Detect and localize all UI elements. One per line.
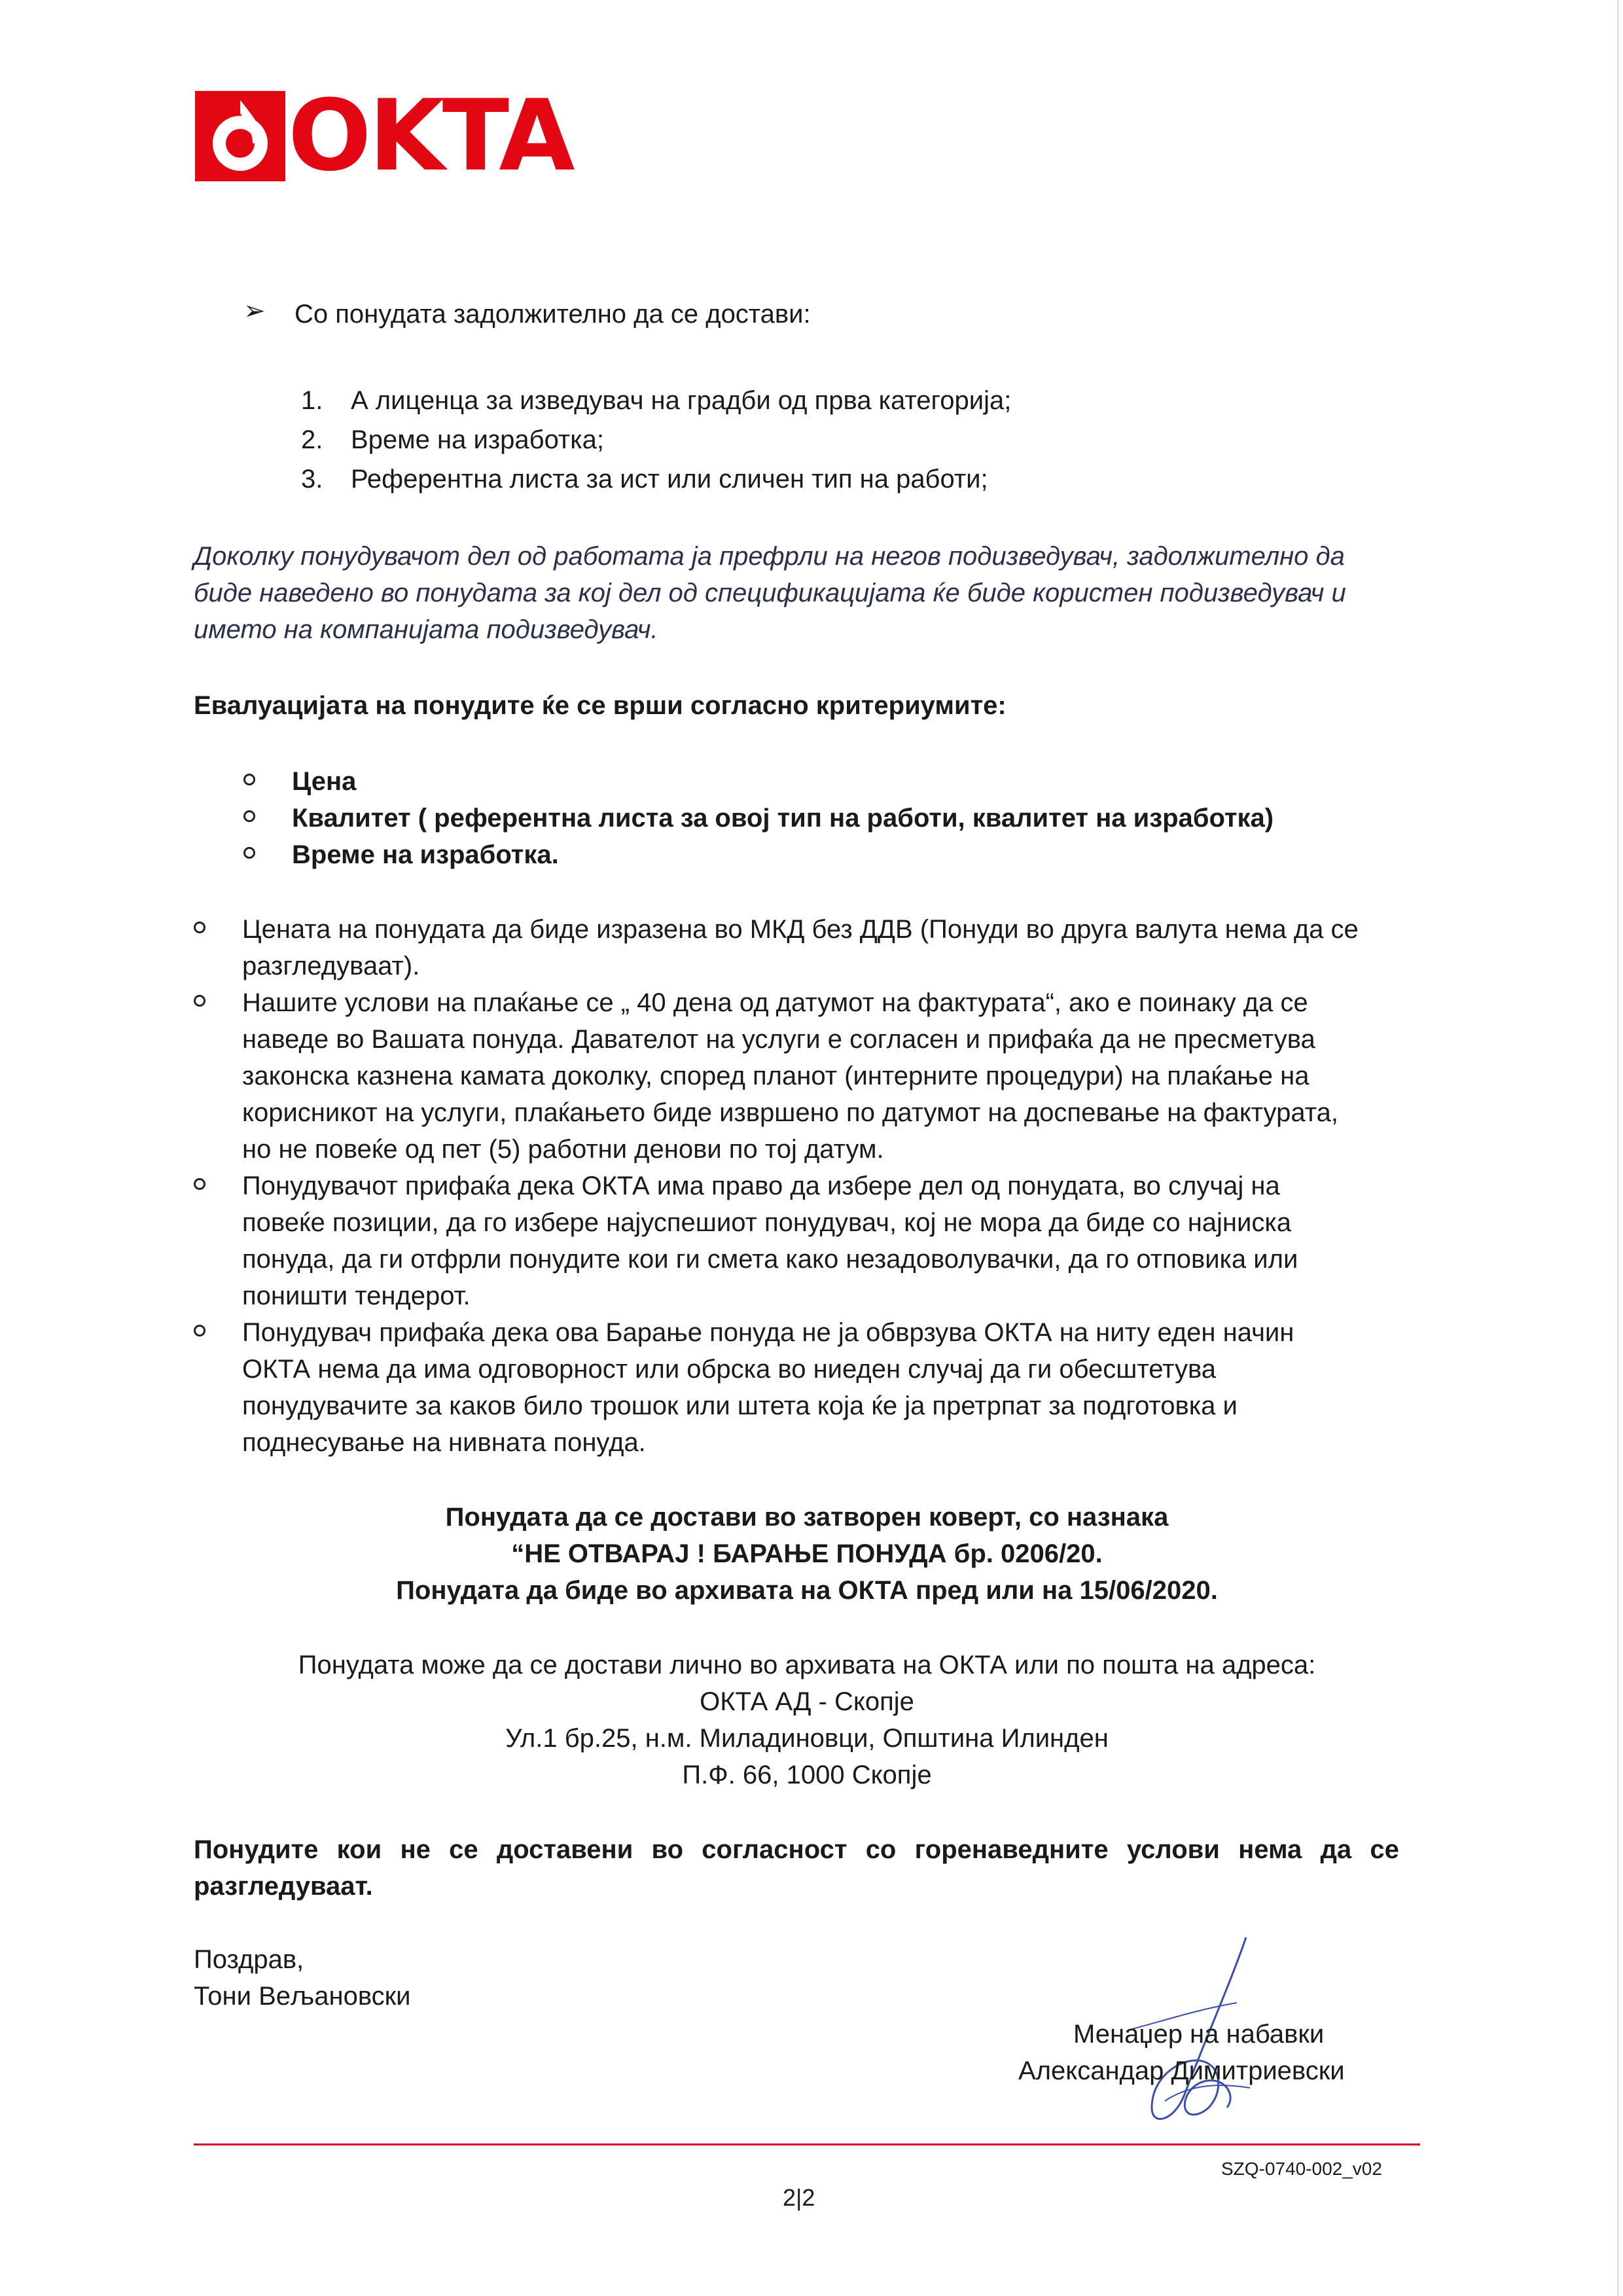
okta-logo-text: OKTA [288, 79, 573, 193]
delivery-instruction-line: Понудата да се достави во затворен коверт, со назнака [445, 1503, 1169, 1532]
condition-line: наведе во Вашата понуда. Давателот на услуги е согласен и прифаќа да не пресметува [242, 1025, 1315, 1054]
bullet-icon [194, 1178, 205, 1190]
rejection-word: услови [1126, 1835, 1220, 1864]
list-item-text: Референтна листа за ист или сличен тип на работи; [351, 465, 988, 493]
evaluation-heading: Евалуацијата на понудите ќе се врши согласно критериумите: [194, 691, 1007, 720]
condition-line: но не повеќе од пет (5) работни денови по тој датум. [242, 1135, 884, 1164]
address-line: ОКТА АД - Скопје [700, 1687, 914, 1716]
intro-text: Со понудата задолжително да се достави: [294, 300, 811, 329]
rejection-word: нема [1238, 1835, 1302, 1864]
okta-logo-drop-icon [195, 91, 285, 181]
rejection-word: не [400, 1835, 431, 1864]
address-line: Понудата може да се достави лично во архивата на ОКТА или по пошта на адреса: [298, 1651, 1316, 1679]
rejection-notice-line: разгледуваат. [194, 1872, 373, 1901]
delivery-deadline-line: Понудата да биде во архивата на ОКТА пред или на 15/06/2020. [396, 1576, 1218, 1605]
condition-line: повеќе позиции, да го избере најуспешиот понудувач, кој не мора да биде со најниска [242, 1208, 1291, 1237]
bullet-icon [243, 774, 255, 785]
list-item-text: Време на изработка; [351, 425, 604, 454]
criterion-item: Цена [292, 767, 357, 796]
subcontractor-note-line: Доколку понудувачот дел од работата ја префрли на негов подизведувач, задолжително да [194, 542, 1345, 571]
bullet-icon [243, 847, 255, 859]
rejection-word: горенаведните [914, 1835, 1109, 1864]
condition-line: поднесување на нивната понуда. [242, 1428, 646, 1457]
page-number: 2|2 [783, 2184, 815, 2211]
document-code: SZQ-0740-002_v02 [1221, 2159, 1382, 2179]
bullet-icon [243, 810, 255, 822]
condition-line: законска казнена камата доколку, според планот (интерните процедури) на плаќање на [242, 1062, 1310, 1090]
condition-line: ОКТА нема да има одговорност или обрска во ниеден случај да ги обесштетува [242, 1355, 1216, 1384]
footer-divider [194, 2144, 1420, 2145]
closing-greeting: Поздрав, [194, 1945, 304, 1974]
criterion-item: Квалитет ( референтна листа за овој тип на работи, квалитет на изработка) [292, 804, 1274, 833]
rejection-word: кои [336, 1835, 382, 1864]
address-line: Ул.1 бр.25, н.м. Миладиновци, Општина Илинден [505, 1724, 1109, 1753]
condition-line: понуда, да ги отфрли понудите кои ги смета како незадоволувачки, да го отповика или [242, 1245, 1298, 1274]
rejection-word: Понудите [194, 1835, 319, 1864]
bullet-icon [194, 995, 205, 1007]
bullet-icon [194, 922, 205, 933]
criterion-item: Време на изработка. [292, 840, 559, 869]
condition-line: Понудувач прифаќа дека ова Барање понуда не ја обврзува ОКТА на ниту еден начин [242, 1318, 1294, 1347]
okta-logo [195, 79, 573, 193]
delivery-instruction-line: “НЕ ОТВАРАЈ ! БАРАЊЕ ПОНУДА бр. 0206/20. [511, 1539, 1103, 1568]
rejection-word: се [1370, 1835, 1399, 1864]
scan-edge [1617, 0, 1619, 2296]
list-item-text: А лиценца за изведувач на градби од прва категорија; [351, 386, 1012, 415]
rejection-word: согласност [702, 1835, 847, 1864]
list-item-number: 2. [301, 425, 323, 454]
condition-line: разгледуваат). [242, 952, 420, 980]
subcontractor-note-line: името на компанијата подизведувач. [194, 615, 658, 644]
bullet-icon [194, 1325, 205, 1336]
condition-line: понудувачите за каков било трошок или штета која ќе ја претрпат за подготовка и [242, 1391, 1238, 1420]
list-item-number: 1. [301, 386, 323, 415]
rejection-word: да [1320, 1835, 1352, 1864]
rejection-word: во [651, 1835, 684, 1864]
signatory-title: Менаџер на набавки [1073, 2020, 1325, 2049]
rejection-notice-line [194, 1831, 1399, 1868]
rejection-word: со [865, 1835, 897, 1864]
condition-line: поништи тендерот. [242, 1282, 471, 1310]
signatory-name: Александар Димитриевски [1018, 2056, 1345, 2085]
address-line: П.Ф. 66, 1000 Скопје [682, 1761, 932, 1789]
sender-name: Тони Вељановски [194, 1982, 411, 2011]
rejection-word: доставени [496, 1835, 633, 1864]
condition-line: Цената на понудата да биде изразена во МКД без ДДВ (Понуди во друга валута нема да се [242, 915, 1359, 944]
list-item-number: 3. [301, 465, 323, 493]
rejection-word: се [449, 1835, 478, 1864]
subcontractor-note-line: биде наведено во понудата за кој дел од спецификацијата ќе биде користен подизведувач и [194, 579, 1346, 607]
arrow-bullet-icon: ➢ [243, 296, 266, 325]
condition-line: Нашите услови на плаќање се „ 40 дена од датумот на фактурата“, ако е поинаку да се [242, 988, 1308, 1017]
condition-line: корисникот на услуги, плаќањето биде извршено по датумот на доспевање на фактурата, [242, 1098, 1338, 1127]
condition-line: Понудувачот прифаќа дека ОКТА има право да избере дел од понудата, во случај на [242, 1172, 1280, 1200]
